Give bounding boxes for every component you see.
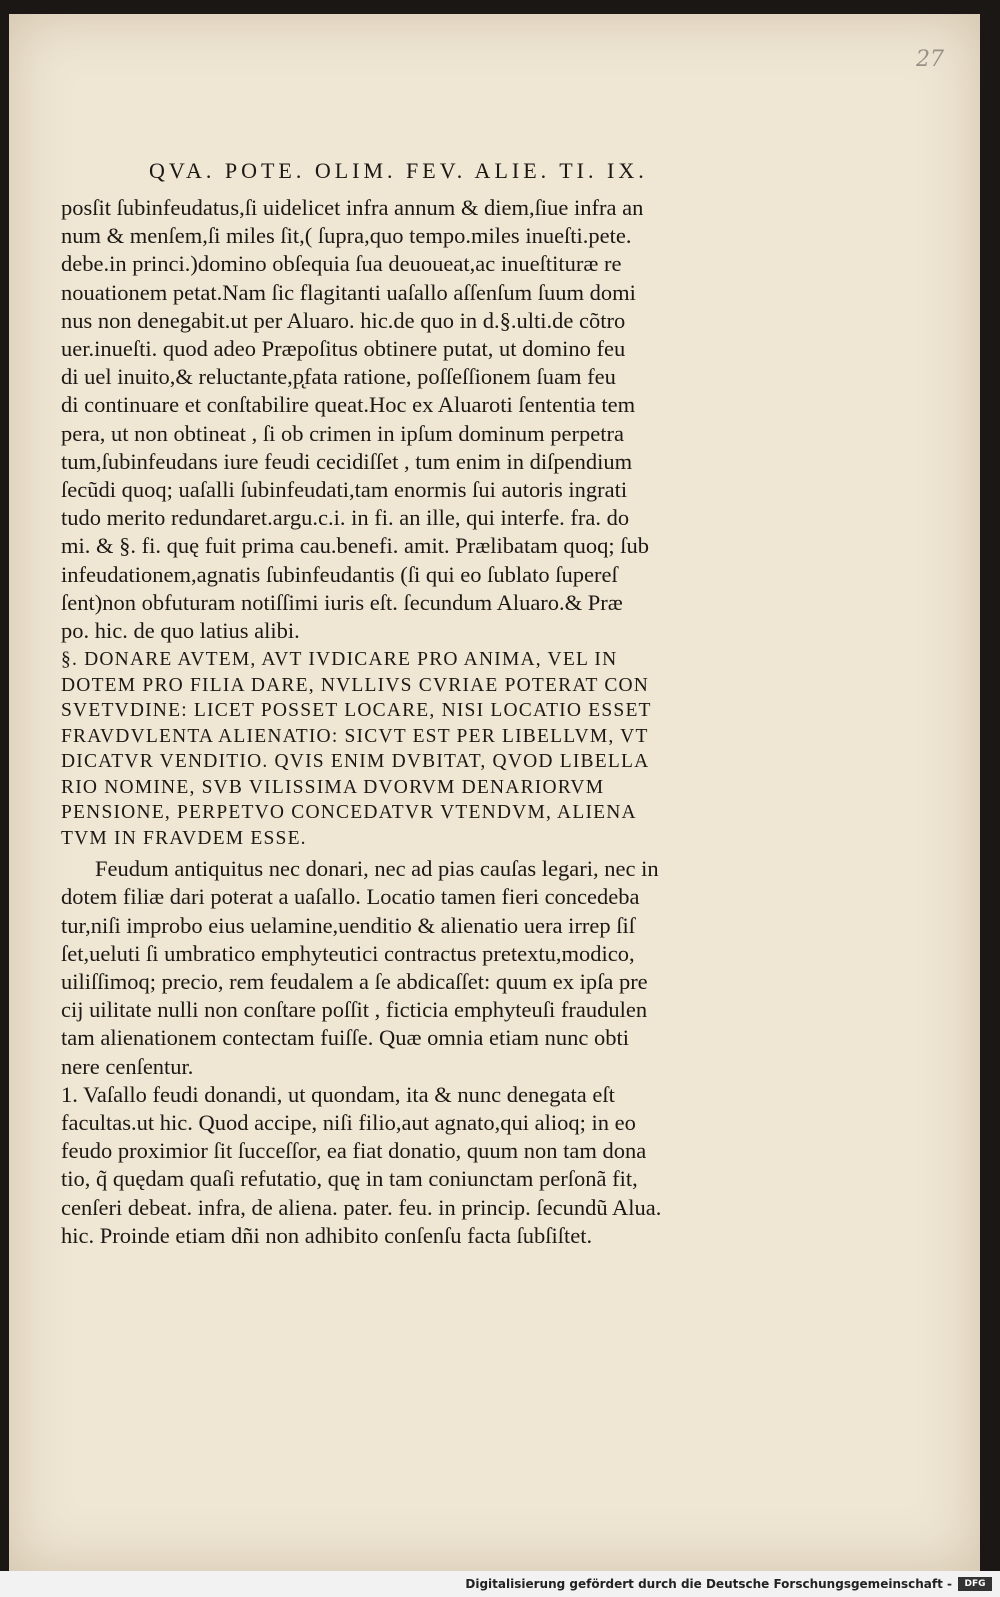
text-line: tam alienationem contectam fuiſſe. Quæ omnia etiam nunc obti [61,1025,629,1051]
text-line: pera, ut non obtineat , ſi ob crimen in ipſum dominum perpetra [61,420,624,446]
text-line: SVETVDINE: LICET POSSET LOCARE, NISI LOCATIO ESSET [61,700,652,722]
text-line: facultas.ut hic. Quod accipe, niſi filio,aut agnato,qui alioq; in eo [61,1110,636,1136]
text-line: RIO NOMINE, SVB VILISSIMA DVORVM DENARIORVM [61,776,605,798]
text-line: nouationem petat.Nam ſic flagitanti uaſallo aſſenſum ſuum domi [61,279,636,305]
text-line: di continuare et conſtabilire queat.Hoc ex Aluaroti ſententia tem [61,392,636,418]
text-line: DICATVR VENDITIO. QVIS ENIM DVBITAT, QVOD LIBELLA [61,751,650,773]
text-line: debe.in princi.)domino obſequia ſua deuoueat,ac inueſtituræ re [61,251,622,277]
text-line: di uel inuito,& reluctante,p̨fata ratione, poſſeſſionem ſuam feu [61,364,616,390]
text-line: tum,ſubinfeudans iure feudi cecidiſſet , tum enim in diſpendium [61,448,633,474]
text-line: nere cenſentur. [61,1053,194,1079]
text-line: uer.inueſti. quod adeo Præpoſitus obtinere putat, ut domino feu [61,336,626,362]
paragraph-3 [61,1081,749,1250]
text-line: feudo proximior ſit ſucceſſor, ea fiat donatio, quum non tam dona [61,1138,647,1164]
text-line: cenſeri debeat. infra, de aliena. pater. feu. in princip. ſecundũ Alua. [61,1194,662,1220]
text-line: mi. & §. fi. quę fuit prima cau.benefi. amit. Prælibatam quoq; ſub [61,533,650,559]
text-line: tur,niſi improbo eius uelamine,uenditio & alienatio uera irrep ſiſ [61,912,635,938]
text-line: ſet,ueluti ſi umbratico emphyteutici contractus pretextu,modico, [61,940,635,966]
folio-number: 27 [916,47,944,72]
paragraph-capitals [61,647,749,851]
text-line: nus non denegabit.ut per Aluaro. hic.de quo in d.§.ulti.de cõtro [61,307,626,333]
text-line: tudo merito redundaret.argu.c.i. in fi. an ille, qui interfe. fra. do [61,505,630,531]
text-line: dotem filiæ dari poterat a uaſallo. Locatio tamen fieri concedeba [61,884,640,910]
text-line: §. DONARE AVTEM, AVT IVDICARE PRO ANIMA, VEL IN [61,649,618,671]
text-line: 1. Vaſallo feudi donandi, ut quondam, ita & nunc denegata eſt [61,1081,615,1107]
text-line: PENSIONE, PERPETVO CONCEDATVR VTENDVM, ALIENA [61,802,637,824]
text-line: uiliſſimoq; precio, rem feudalem a ſe abdicaſſet: quum ex ipſa pre [61,969,648,995]
text-line: hic. Proinde etiam dñi non adhibito conſenſu facta ſubſiſtet. [61,1222,593,1248]
text-line: FRAVDVLENTA ALIENATIO: SICVT EST PER LIBELLVM, VT [61,725,649,747]
text-line: ſent)non obfuturam notiſſimi iuris eſt. ſecundum Aluaro.& Præ [61,589,623,615]
paragraph-2 [61,855,749,1081]
footer-bar [0,1571,1000,1597]
footer-text: Digitalisierung gefördert durch die Deutsche Forschungsgemeinschaft - [465,1577,952,1591]
text-line: TVM IN FRAVDEM ESSE. [61,827,307,849]
main-text [61,194,749,1250]
text-line: Feudum antiquitus nec donari, nec ad pias cauſas legari, nec in [95,856,659,882]
text-line: cij uilitate nulli non conſtare poſſit , ficticia emphyteuſi fraudulen [61,997,648,1023]
dfg-logo-icon: DFG [958,1577,992,1591]
running-head: QVA. POTE. OLIM. FEV. ALIE. TI. IX. [149,158,648,183]
text-line: num & menſem,ſi miles ſit,( ſupra,quo tempo.miles inueſti.pete. [61,223,632,249]
paragraph-1 [61,194,749,645]
text-line: pos‍ſit ſubinfeudatus,ſi uidelicet infra annum & diem,ſiue infra an [61,195,644,220]
text-line: DOTEM PRO FILIA DARE, NVLLIVS CVRIAE POTERAT CON [61,674,650,696]
page-scan [9,14,980,1571]
text-line: infeudationem,agnatis ſubinfeudantis (ſi qui eo ſublato ſupereſ [61,561,618,587]
text-line: ſecũdi quoq; uaſalli ſubinfeudati,tam enormis ſui autoris ingrati [61,477,628,503]
text-line: po. hic. de quo latius alibi. [61,618,300,644]
text-line: tio, q̃ quędam quaſi refutatio, quę in tam coniunctam perſonã fit, [61,1166,638,1192]
